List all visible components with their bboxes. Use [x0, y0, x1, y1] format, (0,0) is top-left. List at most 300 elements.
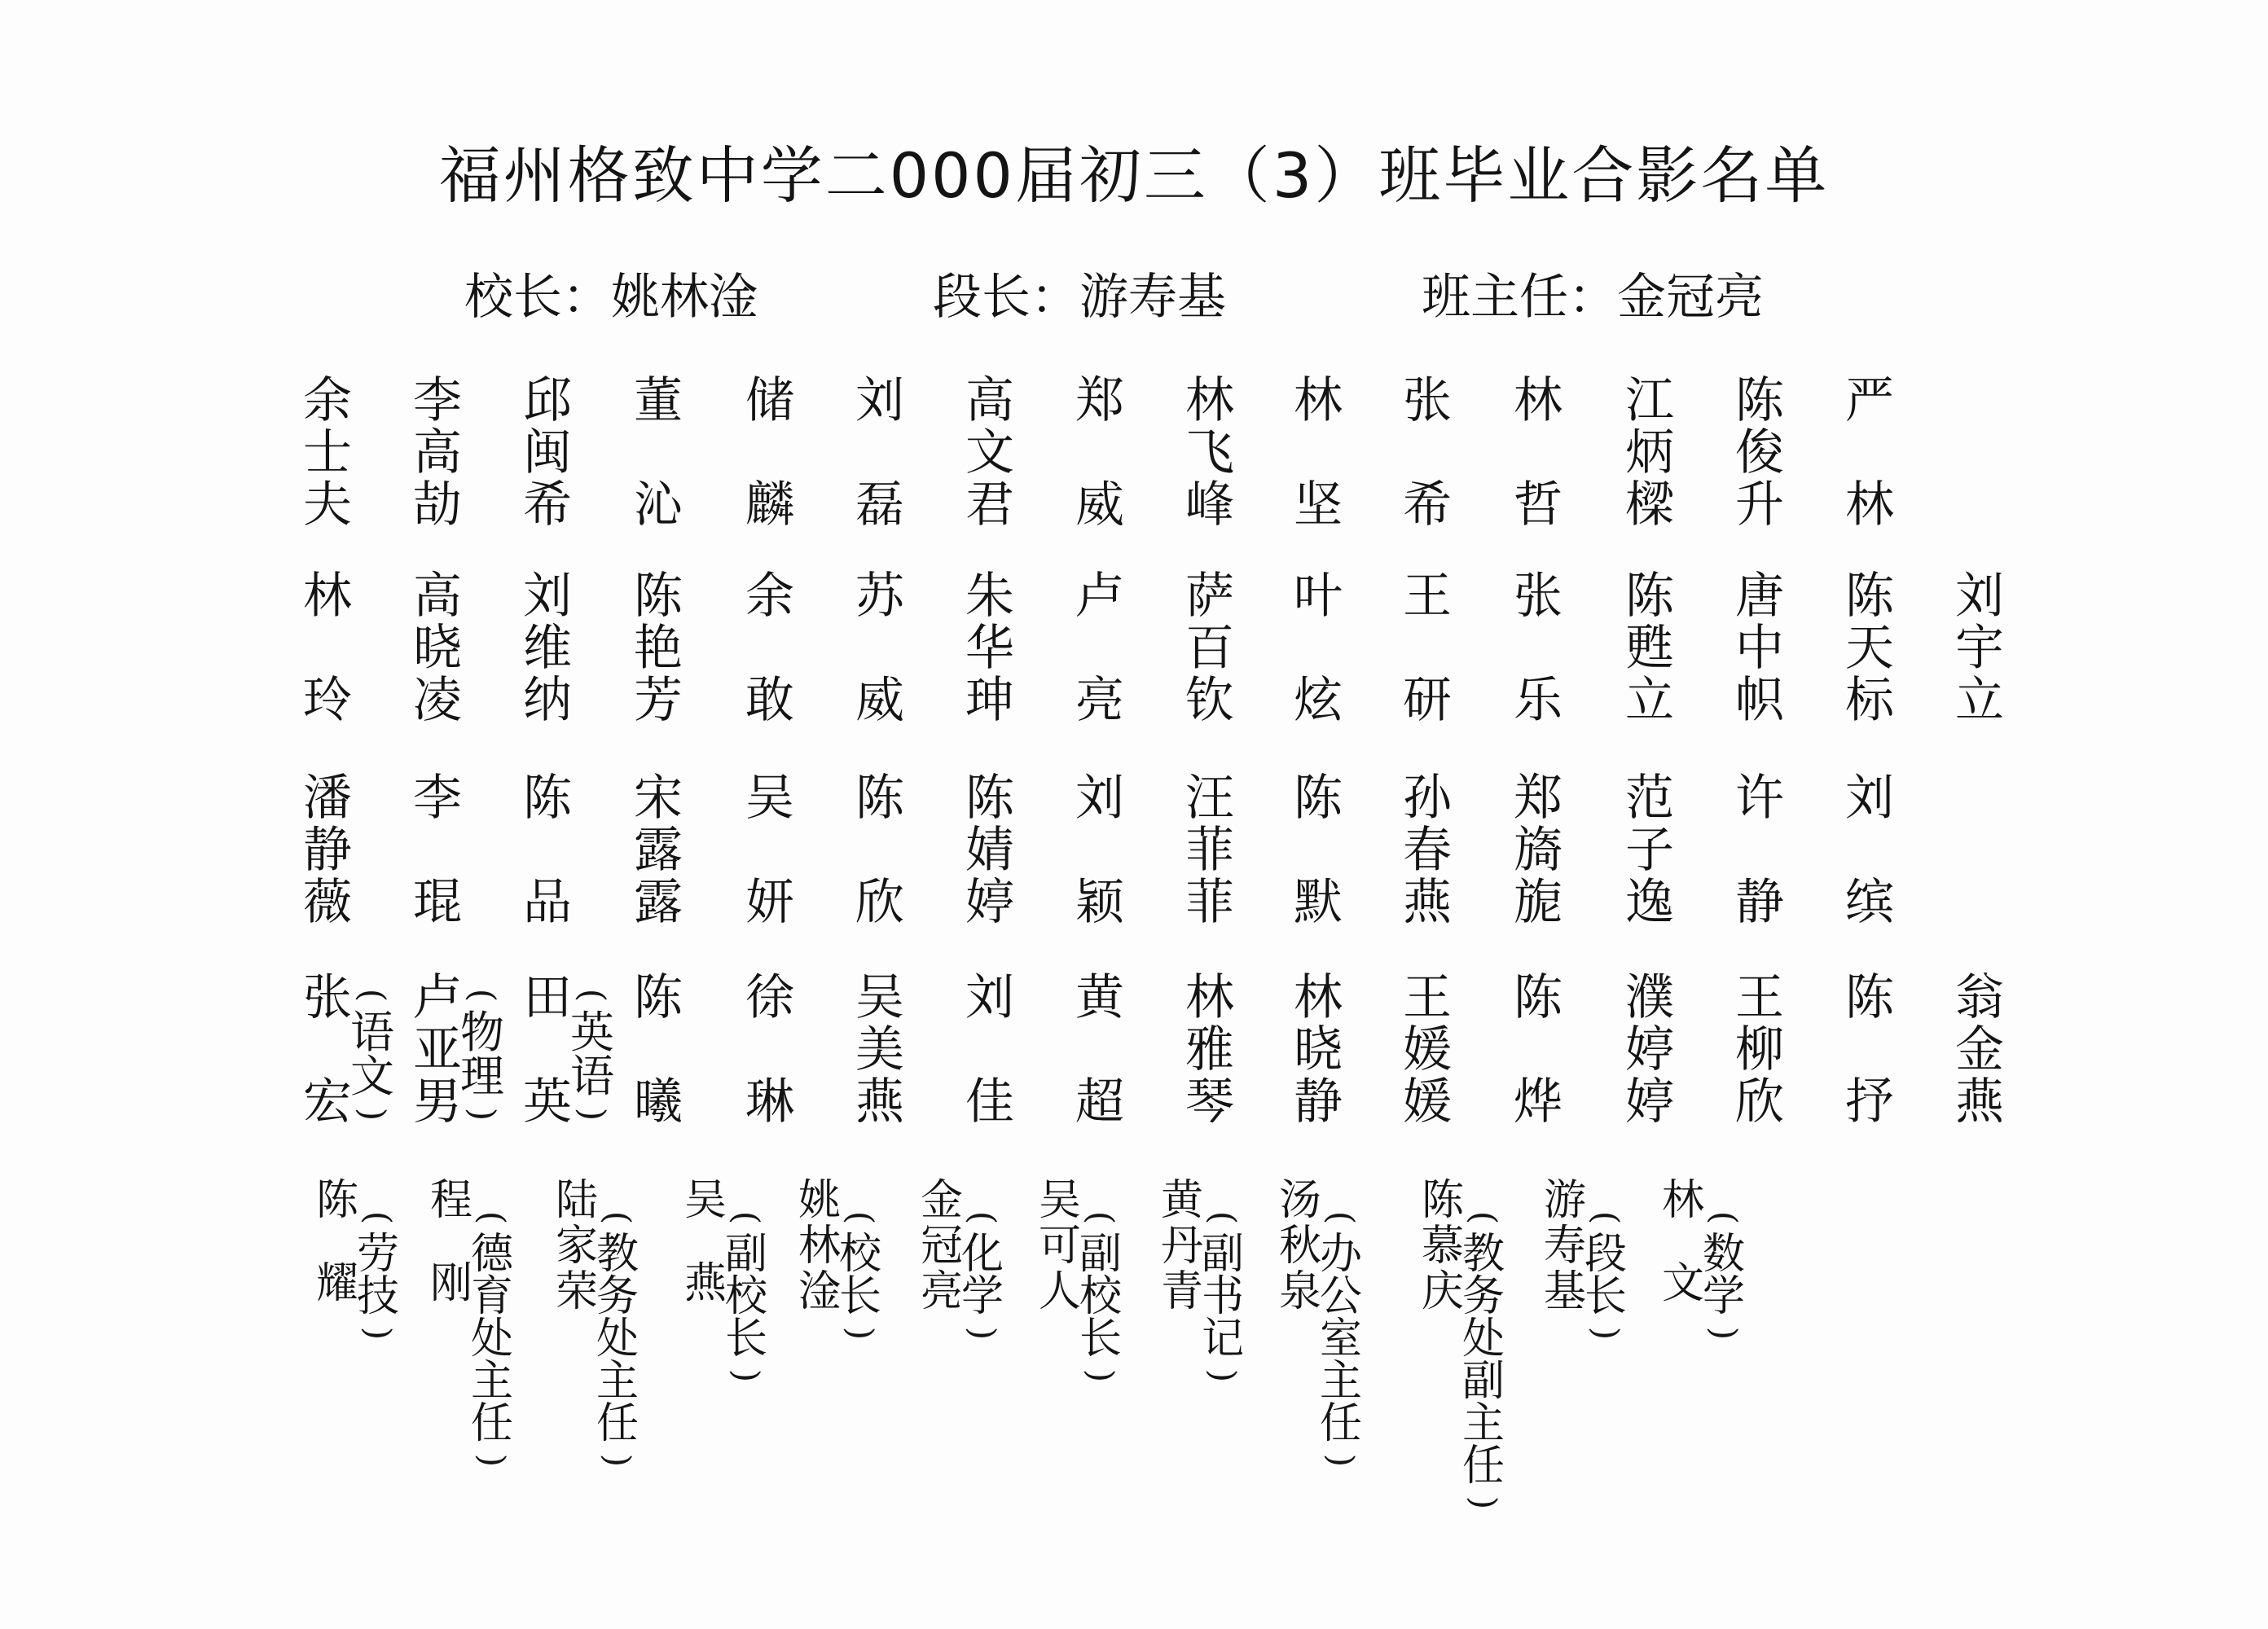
name-char: 峰: [1185, 476, 1234, 533]
name-char: 林: [1514, 372, 1563, 429]
teacher-role: ( 劳 技 ): [357, 1210, 400, 1340]
teacher-name: 金 冠 亮: [921, 1176, 964, 1316]
person-name: [744, 969, 796, 1131]
name-char: 百: [1185, 620, 1234, 677]
name-cell: [744, 969, 796, 1131]
name-char: 陈: [634, 969, 683, 1026]
name-char: 维: [523, 620, 572, 677]
teacher-name: 吴 燕: [684, 1176, 727, 1308]
name-cell: [411, 568, 464, 729]
name-char: 威: [855, 672, 904, 729]
name-char: 陈: [965, 770, 1014, 827]
name-char: 士: [303, 424, 352, 481]
name-char: 升: [1735, 476, 1784, 533]
name-char: 缤: [1845, 874, 1894, 931]
name-cell: [1401, 568, 1453, 729]
name-char: 亮: [1075, 672, 1124, 729]
person-name: [744, 372, 796, 533]
name-cell: [1624, 372, 1676, 533]
name-char: 希: [1403, 476, 1452, 533]
name-char: 哲: [1514, 476, 1563, 533]
person-name: [744, 770, 796, 931]
name-cell: [1292, 372, 1344, 533]
person-name: [521, 372, 574, 533]
person-name: [1734, 969, 1786, 1131]
person-name: [854, 568, 906, 729]
name-char: 希: [523, 476, 572, 533]
name-char: 卢: [413, 969, 462, 1026]
teacher-role: ( 副 校 长 ): [725, 1210, 768, 1382]
name-char: 林: [1294, 969, 1343, 1026]
name-char: 旖: [1514, 822, 1563, 879]
name-cell: [1074, 770, 1126, 931]
name-cell: [744, 568, 796, 729]
person-name: [1292, 568, 1344, 729]
name-char: 婧: [965, 822, 1014, 879]
name-char: 春: [1403, 822, 1452, 879]
name-char: 林: [1185, 969, 1234, 1026]
name-char: 欣: [1735, 1074, 1784, 1131]
name-char: 菲: [1185, 822, 1234, 879]
name-cell: [1074, 568, 1126, 729]
name-cell: [854, 969, 906, 1131]
name-char: 储: [745, 372, 794, 429]
leader-label: 段长：: [933, 269, 1079, 326]
subject-note: ( 物 理 ): [460, 988, 504, 1121]
person-name: [1512, 770, 1564, 931]
name-cell: [1624, 568, 1676, 729]
person-name: [301, 372, 354, 533]
name-char: 萨: [1185, 568, 1234, 625]
name-char: 高: [413, 424, 462, 481]
name-char: 陈: [1294, 770, 1343, 827]
name-char: 余: [745, 568, 794, 625]
name-cell: [1734, 969, 1786, 1131]
name-char: 静: [1294, 1074, 1343, 1131]
name-char: 晓: [413, 620, 462, 677]
name-cell: [632, 372, 684, 533]
name-cell: [301, 770, 354, 931]
name-cell: [632, 969, 684, 1131]
name-char: 研: [1403, 672, 1452, 729]
name-char: 陈: [855, 770, 904, 827]
person-name: [854, 770, 906, 931]
name-cell: [301, 568, 354, 729]
leader-grade-head: [933, 269, 1226, 326]
name-cell: [744, 372, 796, 533]
name-cell: [411, 770, 464, 931]
name-char: 君: [965, 476, 1014, 533]
name-char: 旎: [1514, 874, 1563, 931]
person-name: [632, 969, 684, 1131]
name-cell: [1401, 770, 1453, 931]
name-char: 陈: [1845, 969, 1894, 1026]
name-char: 逸: [1625, 874, 1674, 931]
name-char: 燕: [1403, 874, 1452, 931]
name-cell: [1734, 372, 1786, 533]
name-char: 宇: [1955, 620, 2004, 677]
person-name: [1734, 372, 1786, 533]
name-char: 曦: [634, 1074, 683, 1131]
name-char: 高: [413, 568, 462, 625]
name-char: 孙: [1403, 770, 1452, 827]
person-name: [301, 969, 354, 1131]
person-name: [1624, 770, 1676, 931]
person-name: [1074, 372, 1126, 533]
teacher-role: ( 办 公 室 主 任 ): [1320, 1210, 1363, 1467]
person-name: [1844, 969, 1896, 1131]
name-char: 威: [1075, 476, 1124, 533]
name-char: 燕: [855, 1074, 904, 1131]
teacher-name: 吴 可 人: [1039, 1176, 1082, 1316]
person-name: [854, 372, 906, 533]
name-char: 菲: [1185, 874, 1234, 931]
name-char: 华: [965, 620, 1014, 677]
name-char: 乐: [1514, 672, 1563, 729]
name-cell: [521, 770, 574, 931]
name-char: 佳: [965, 1074, 1014, 1131]
name-char: 男: [413, 1074, 462, 1131]
name-char: 陈: [1845, 568, 1894, 625]
name-cell: [1401, 372, 1453, 533]
name-cell: [521, 568, 574, 729]
name-cell: [1074, 372, 1126, 533]
name-char: 陈: [1735, 372, 1784, 429]
name-char: 凌: [413, 672, 462, 729]
name-cell: [1734, 568, 1786, 729]
name-cell: [744, 770, 796, 931]
name-char: 敢: [745, 672, 794, 729]
person-name: [1074, 770, 1126, 931]
name-char: 黄: [1075, 969, 1124, 1026]
person-name: [854, 969, 906, 1131]
name-char: 品: [523, 874, 572, 931]
person-name: [744, 568, 796, 729]
name-char: 刘: [1075, 770, 1124, 827]
name-char: 李: [413, 372, 462, 429]
name-char: 张: [303, 969, 352, 1026]
name-char: 王: [1735, 969, 1784, 1026]
person-name: [1624, 969, 1676, 1131]
person-name: [1184, 770, 1236, 931]
name-char: 刘: [523, 568, 572, 625]
name-cell: [1844, 372, 1896, 533]
person-name: [1292, 969, 1344, 1131]
name-char: 邱: [523, 372, 572, 429]
name-char: 江: [1625, 372, 1674, 429]
name-cell: [1184, 969, 1236, 1131]
name-cell: [1624, 770, 1676, 931]
name-char: 陈: [523, 770, 572, 827]
name-char: 露: [634, 874, 683, 931]
name-cell: [1074, 969, 1126, 1131]
person-name: [1624, 372, 1676, 533]
name-char: 高: [965, 372, 1014, 429]
teacher-name: 黄 丹 青: [1161, 1176, 1204, 1316]
name-cell: [521, 969, 614, 1131]
name-char: 艳: [634, 620, 683, 677]
person-name: [1844, 568, 1896, 729]
name-cell: [1401, 969, 1453, 1131]
teacher-name: 程 刚: [430, 1176, 473, 1308]
name-char: 露: [634, 822, 683, 879]
person-name: [964, 770, 1016, 931]
person-name: [1184, 372, 1236, 533]
name-char: 陈: [634, 568, 683, 625]
name-char: 刘: [1845, 770, 1894, 827]
name-char: 文: [965, 424, 1014, 481]
name-char: 甦: [1625, 620, 1674, 677]
person-name: [1184, 969, 1236, 1131]
teacher-role: ( 段 长 ): [1585, 1210, 1628, 1340]
name-char: 静: [1735, 874, 1784, 931]
teacher-role: ( 教 务 处 副 主 任 ): [1462, 1210, 1505, 1509]
name-char: 唐: [1735, 568, 1784, 625]
name-char: 俊: [1735, 424, 1784, 481]
leader-class-teacher: [1422, 269, 1764, 326]
name-cell: [1184, 770, 1236, 931]
person-name: [1401, 969, 1453, 1131]
name-cell: [1184, 372, 1236, 533]
name-char: 中: [1735, 620, 1784, 677]
name-char: 坚: [1294, 476, 1343, 533]
name-cell: [1844, 770, 1896, 931]
name-char: 刘: [855, 372, 904, 429]
name-char: 夫: [303, 476, 352, 533]
name-cell: [1512, 770, 1564, 931]
name-char: 琴: [1185, 1074, 1234, 1131]
person-name: [1512, 372, 1564, 533]
name-char: 刘: [965, 969, 1014, 1026]
leader-name: 姚林淦: [611, 269, 758, 326]
document-title: 福州格致中学二000届初三（3）班毕业合影名单: [438, 139, 1830, 212]
teacher-role: ( 副 书 记 ): [1202, 1210, 1245, 1382]
person-name: [964, 969, 1016, 1131]
name-char: 天: [1845, 620, 1894, 677]
name-char: 卢: [1075, 568, 1124, 625]
name-char: 婷: [965, 874, 1014, 931]
name-char: 余: [303, 372, 352, 429]
name-cell: [1734, 770, 1786, 931]
name-char: 晓: [1294, 1021, 1343, 1078]
subject-note: ( 语 文 ): [350, 988, 394, 1121]
name-char: 翁: [1955, 969, 2004, 1026]
name-cell: [1512, 568, 1564, 729]
leader-label: 班主任：: [1422, 269, 1617, 326]
name-cell: [854, 568, 906, 729]
name-char: 宋: [634, 770, 683, 827]
teacher-role: ( 化 学 ): [961, 1210, 1004, 1340]
person-name: [411, 969, 464, 1131]
person-name: [411, 372, 464, 533]
name-char: 琳: [745, 1074, 794, 1131]
teacher-role: ( 德 育 处 主 任 ): [471, 1210, 514, 1467]
name-char: 媛: [1403, 1021, 1452, 1078]
name-cell: [964, 372, 1016, 533]
person-name: [521, 568, 574, 729]
name-char: 吴: [745, 770, 794, 827]
name-char: 磊: [855, 476, 904, 533]
teacher-role: ( 数 学 ): [1703, 1210, 1746, 1340]
name-char: 田: [523, 969, 572, 1026]
name-cell: [411, 969, 504, 1131]
name-char: 烨: [1514, 1074, 1563, 1131]
name-char: 芳: [634, 672, 683, 729]
name-cell: [632, 770, 684, 931]
name-cell: [1292, 568, 1344, 729]
person-name: [1512, 568, 1564, 729]
name-char: 许: [1735, 770, 1784, 827]
person-name: [1844, 770, 1896, 931]
name-cell: [854, 770, 906, 931]
name-char: 抒: [1845, 1074, 1894, 1131]
name-cell: [1292, 969, 1344, 1131]
subject-note: ( 英 语 ): [570, 988, 614, 1121]
name-char: 林: [1845, 476, 1894, 533]
person-name: [1624, 568, 1676, 729]
name-char: 潘: [303, 770, 352, 827]
name-cell: [301, 372, 354, 533]
person-name: [632, 568, 684, 729]
name-char: 张: [1514, 568, 1563, 625]
person-name: [1292, 372, 1344, 533]
name-char: 董: [634, 372, 683, 429]
name-char: 英: [523, 1074, 572, 1131]
person-name: [521, 770, 574, 931]
person-name: [521, 969, 574, 1131]
name-char: 徐: [745, 969, 794, 1026]
name-char: 燕: [1955, 1074, 2004, 1131]
name-char: 叶: [1294, 568, 1343, 625]
person-name: [1292, 770, 1344, 931]
name-char: 严: [1845, 372, 1894, 429]
name-char: 吴: [855, 969, 904, 1026]
name-char: 朱: [965, 568, 1014, 625]
name-cell: [1512, 372, 1564, 533]
person-name: [1184, 568, 1236, 729]
name-char: 珅: [965, 672, 1014, 729]
teacher-role: ( 校 长 ): [839, 1210, 882, 1340]
name-cell: [854, 372, 906, 533]
name-cell: [1954, 568, 2006, 729]
teacher-name: 陈 慕 庆: [1422, 1176, 1465, 1316]
name-cell: [521, 372, 574, 533]
name-char: 玲: [303, 672, 352, 729]
name-char: 标: [1845, 672, 1894, 729]
name-char: 濮: [1625, 969, 1674, 1026]
name-char: 林: [303, 568, 352, 625]
name-char: 颖: [1075, 874, 1124, 931]
name-cell: [301, 969, 394, 1131]
name-cell: [1844, 568, 1896, 729]
person-name: [1074, 969, 1126, 1131]
name-char: 超: [1075, 1074, 1124, 1131]
person-name: [301, 770, 354, 931]
name-char: 炳: [1625, 424, 1674, 481]
teacher-role: ( 副 校 长 ): [1079, 1210, 1123, 1382]
name-char: 炫: [1294, 672, 1343, 729]
name-cell: [632, 568, 684, 729]
name-char: 陈: [1514, 969, 1563, 1026]
name-char: 苏: [855, 568, 904, 625]
name-char: 郑: [1075, 372, 1124, 429]
person-name: [1954, 969, 2006, 1131]
leader-name: 金冠亮: [1617, 269, 1764, 326]
name-cell: [1184, 568, 1236, 729]
person-name: [1844, 372, 1896, 533]
name-cell: [1954, 969, 2006, 1131]
name-char: 沁: [634, 476, 683, 533]
name-char: 张: [1403, 372, 1452, 429]
name-char: 欣: [855, 874, 904, 931]
person-name: [1734, 568, 1786, 729]
name-char: 林: [1294, 372, 1343, 429]
name-char: 婷: [1625, 1074, 1674, 1131]
leader-principal: [464, 269, 758, 326]
name-char: 刘: [1955, 568, 2004, 625]
name-char: 樑: [1625, 476, 1674, 533]
name-char: 王: [1403, 969, 1452, 1026]
name-char: 琨: [413, 874, 462, 931]
name-char: 美: [855, 1021, 904, 1078]
name-cell: [964, 969, 1016, 1131]
teacher-name: 游 寿 基: [1544, 1176, 1587, 1316]
name-char: 宏: [303, 1074, 352, 1131]
name-char: 默: [1294, 874, 1343, 931]
person-name: [1401, 770, 1453, 931]
name-char: 汪: [1185, 770, 1234, 827]
name-char: 子: [1625, 822, 1674, 879]
person-name: [632, 770, 684, 931]
name-char: 亚: [413, 1021, 462, 1078]
name-char: 薇: [303, 874, 352, 931]
teacher-name: 姚 林 淦: [798, 1176, 842, 1316]
person-name: [301, 568, 354, 729]
name-char: 帜: [1735, 672, 1784, 729]
name-char: 林: [1185, 372, 1234, 429]
leader-label: 校长：: [464, 269, 611, 326]
person-name: [964, 372, 1016, 533]
teacher-name: 陈 耀: [316, 1176, 359, 1308]
name-cell: [411, 372, 464, 533]
person-name: [1401, 372, 1453, 533]
name-char: 雅: [1185, 1021, 1234, 1078]
teacher-name: 林 文: [1662, 1176, 1705, 1308]
person-name: [1401, 568, 1453, 729]
name-cell: [1624, 969, 1676, 1131]
name-char: 立: [1625, 672, 1674, 729]
person-name: [1512, 969, 1564, 1131]
name-char: 麟: [745, 476, 794, 533]
name-char: 静: [303, 822, 352, 879]
name-cell: [1512, 969, 1564, 1131]
person-name: [411, 770, 464, 931]
name-char: 金: [1955, 1021, 2004, 1078]
name-char: 婷: [1625, 1021, 1674, 1078]
teacher-name: 陆 家 荣: [556, 1176, 599, 1316]
name-cell: [964, 568, 1016, 729]
person-name: [411, 568, 464, 729]
name-char: 劼: [413, 476, 462, 533]
person-name: [964, 568, 1016, 729]
name-char: 郑: [1514, 770, 1563, 827]
name-char: 立: [1955, 672, 2004, 729]
name-char: 妍: [745, 874, 794, 931]
name-char: 纳: [523, 672, 572, 729]
name-char: 媛: [1403, 1074, 1452, 1131]
person-name: [1074, 568, 1126, 729]
teacher-role: ( 教 务 处 主 任 ): [596, 1210, 640, 1467]
